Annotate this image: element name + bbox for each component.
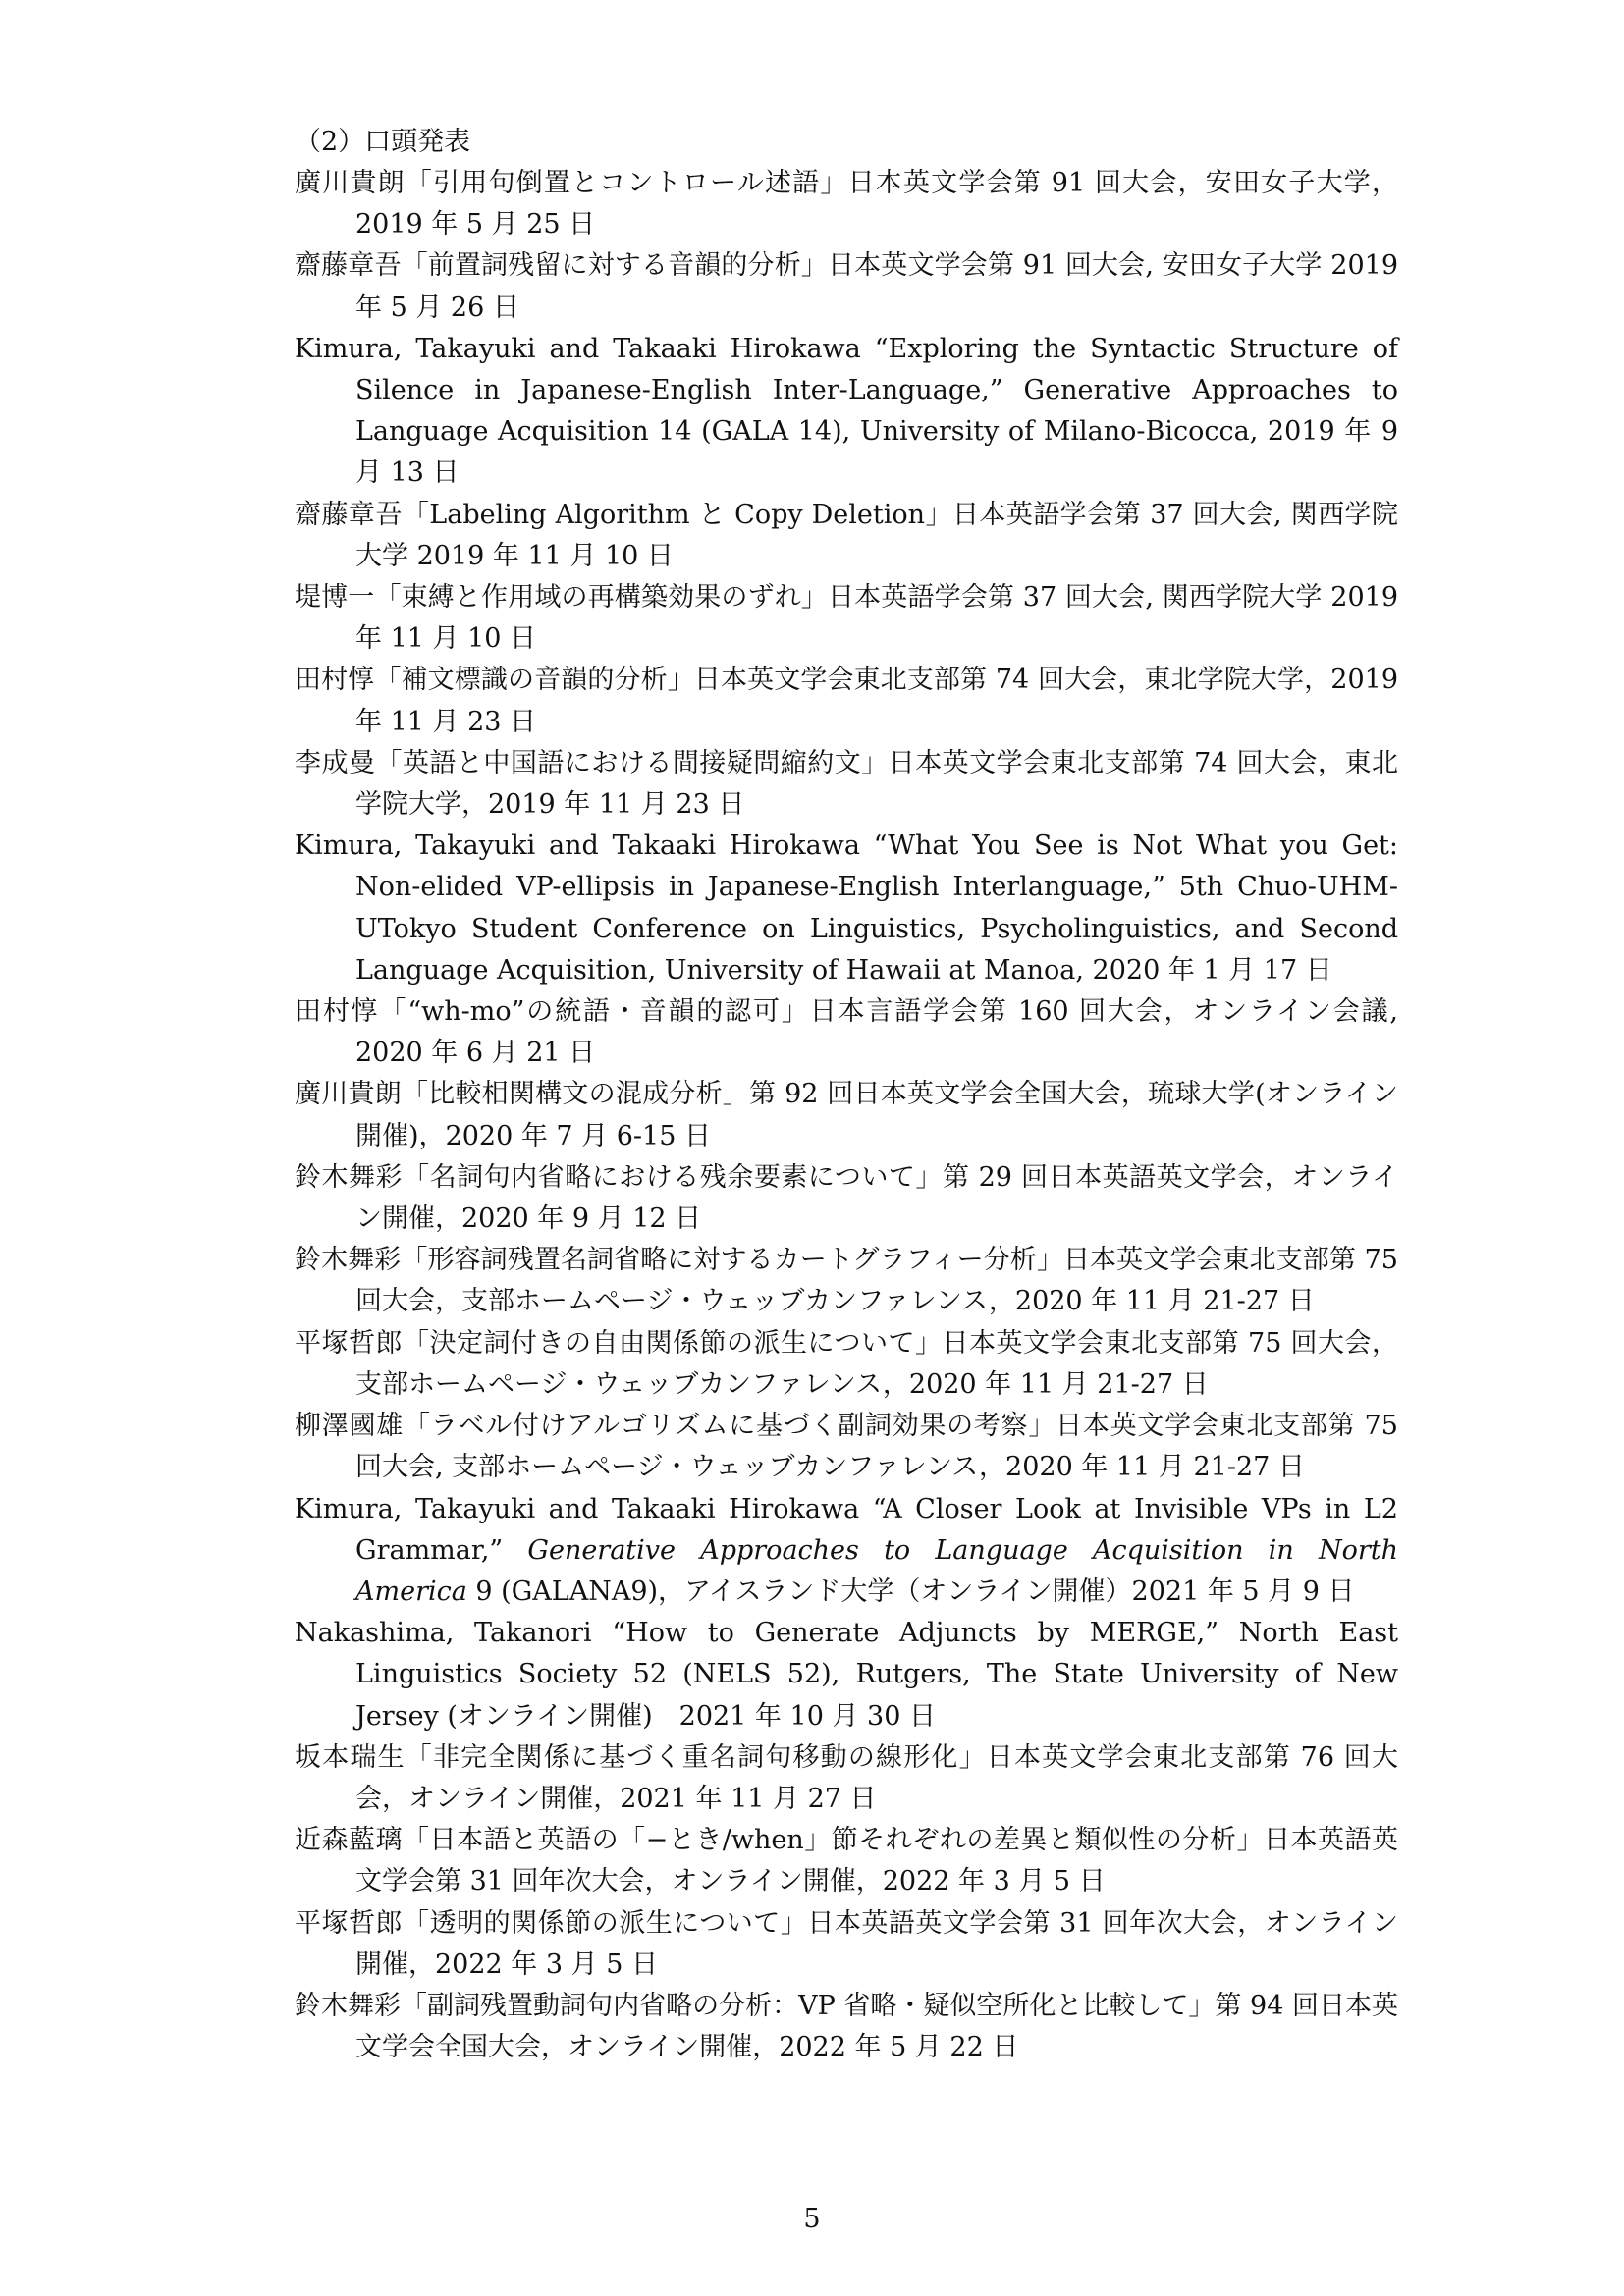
presentation-entry [295,245,1398,328]
entry-text: 田村惇「“wh-mo”の統語・音韻的認可」日本言語学会第 160 回大会，オンライン会議, 2020 年 6 月 21 日 [295,996,1398,1069]
presentation-entry [295,1737,1398,1820]
entry-text: 平塚哲郎「決定詞付きの自由関係節の派生について」日本英文学会東北支部第 75 回大会，支部ホームページ・ウェッブカンファレンス，2020 年 11 月 21-27 日 [295,1327,1398,1400]
entry-text: 坂本瑞生「非完全関係に基づく重名詞句移動の線形化」日本英文学会東北支部第 76 回大会，オンライン開催，2021 年 11 月 27 日 [295,1741,1398,1814]
entry-text: 廣川貴朗「引用句倒置とコントロール述語」日本英文学会第 91 回大会，安田女子大学，2019 年 5 月 25 日 [295,168,1398,240]
entry-text: 9 (GALANA9)，アイスランド大学（オンライン開催）2021 年 5 月 9 日 [466,1575,1355,1607]
entry-text: 李成曼「英語と中国語における間接疑問縮約文」日本英文学会東北支部第 74 回大会，東北学院大学，2019 年 11 月 23 日 [295,747,1398,821]
presentation-entry [295,1240,1398,1322]
entry-text: Kimura, Takayuki and Takaaki Hirokawa “What You See is Not What you Get: Non-elided VP-ellipsis in Japanese-English Interlanguage,” 5th Chuo-UHM-UTokyo Student Conference on Linguistics, Psycholinguistics, and Second Language Acquisition, University of Hawaii at Manoa, 2020 年 1 月 17 日 [295,830,1398,986]
presentation-entry [295,660,1398,742]
entry-title-italic: Generative Approaches to Language Acquisition in North America [355,1534,1398,1607]
presentation-entry [295,1820,1398,1902]
entry-text: 平塚哲郎「透明的関係節の派生について」日本英語英文学会第 31 回年次大会，オンライン開催，2022 年 3 月 5 日 [295,1907,1398,1980]
presentation-entry [295,743,1398,826]
presentation-entry [295,1986,1398,2068]
entry-text: 齋藤章吾「Labeling Algorithm と Copy Deletion」日本英語学会第 37 回大会, 関西学院大学 2019 年 11 月 10 日 [295,499,1398,571]
entry-text: 齋藤章吾「前置詞残留に対する音韻的分析」日本英文学会第 91 回大会, 安田女子大学 2019 年 5 月 26 日 [295,250,1398,323]
presentation-entry [295,163,1398,245]
page-number: 5 [803,2204,821,2234]
presentation-entry [295,1613,1398,1737]
entry-text: 廣川貴朗「比較相関構文の混成分析」第 92 回日本英文学会全国大会，琉球大学(オンライン開催)，2020 年 7 月 6-15 日 [295,1079,1398,1151]
presentation-entry [295,1074,1398,1156]
entry-text: Kimura, Takayuki and Takaaki Hirokawa “Exploring the Syntactic Structure of Silence in Japanese-English Inter-Language,” Generative Approaches to Language Acquisition 14 (GALA 14), University of Milano-Bicocca, 2019 年 9 月 13 日 [295,333,1398,489]
presentation-entry [295,329,1398,495]
presentation-entry [295,1903,1398,1986]
presentation-entry [295,1489,1398,1614]
presentation-list [295,163,1398,2068]
entry-text: 鈴木舞彩「副詞残置動詞句内省略の分析：VP 省略・疑似空所化と比較して」第 94 回日本英文学会全国大会，オンライン開催，2022 年 5 月 22 日 [295,1990,1398,2063]
entry-text: 堤博一「束縛と作用域の再構築効果のずれ」日本英語学会第 37 回大会, 関西学院大学 2019 年 11 月 10 日 [295,582,1398,655]
presentation-entry [295,991,1398,1074]
entry-text: 鈴木舞彩「名詞句内省略における残余要素について」第 29 回日本英語英文学会，オンライン開催，2020 年 9 月 12 日 [295,1161,1398,1235]
entry-text: 柳澤國雄「ラベル付けアルゴリズムに基づく副詞効果の考察」日本英文学会東北支部第 75 回大会, 支部ホームページ・ウェッブカンファレンス，2020 年 11 月 21-27 日 [295,1411,1398,1483]
presentation-entry [295,495,1398,577]
presentation-entry [295,577,1398,660]
entry-text: 近森藍璃「日本語と英語の「−とき/when」節それぞれの差異と類似性の分析」日本英語英文学会第 31 回年次大会，オンライン開催，2022 年 3 月 5 日 [295,1825,1398,1897]
presentation-entry [295,826,1398,991]
entry-text: Kimura, Takayuki and Takaaki Hirokawa “A Closer Look at Invisible VPs in L2 Grammar,” [295,1493,1398,1566]
entry-text: Nakashima, Takanori “How to Generate Adjuncts by MERGE,” North East Linguistics Society 52 (NELS 52), Rutgers, The State University of New Jersey (オンライン開催) 2021 年 10 月 30 日 [295,1618,1398,1732]
presentation-entry [295,1406,1398,1488]
presentation-entry [295,1323,1398,1406]
entry-text: 田村惇「補文標識の音韻的分析」日本英文学会東北支部第 74 回大会，東北学院大学，2019 年 11 月 23 日 [295,665,1398,737]
presentation-entry [295,1157,1398,1240]
section-heading: （2）口頭発表 [295,127,471,157]
entry-text: 鈴木舞彩「形容詞残置名詞省略に対するカートグラフィー分析」日本英文学会東北支部第 75 回大会，支部ホームページ・ウェッブカンファレンス，2020 年 11 月 21-27 日 [295,1245,1398,1317]
content-area [295,122,1398,2068]
